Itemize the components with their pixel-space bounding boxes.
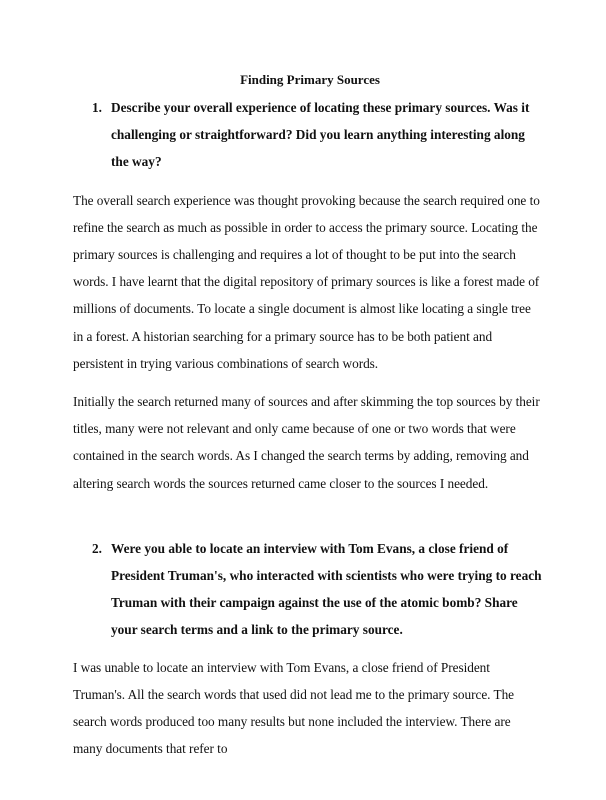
question-text: Were you able to locate an interview with Tom Evans, a close friend of President Truman's, who interacted with scientists who were trying to reach Truman with their campaign against the use of the atomic bomb? Share your search terms and a link to the primary source. xyxy=(111,540,542,638)
answer-paragraph: I was unable to locate an interview with Tom Evans, a close friend of President Truman's. All the search words that used did not lead me to the primary source. The search words produced too many results but none included the interview. There are many documents that refer to xyxy=(73,659,515,757)
question-1 xyxy=(73,94,543,176)
question-number: 1. xyxy=(92,100,102,115)
question-text: Describe your overall experience of locating these primary sources. Was it challenging or straightforward? Did you learn anything interesting along the way? xyxy=(111,100,530,170)
answer-paragraph: The overall search experience was thought provoking because the search required one to refine the search as much as possible in order to access the primary source. Locating the primary sources is challenging and requires a lot of thought to be put into the search words. I have learnt that the digital repository of primary sources is like a forest made of millions of documents. To locate a single document is almost like locating a single tree in a forest. A historian searching for a primary source has to be both patient and persistent in trying various combinations of search words. xyxy=(73,192,540,371)
question-number: 2. xyxy=(92,540,102,556)
document-title: Finding Primary Sources xyxy=(240,72,380,87)
answer-paragraph: Initially the search returned many of sources and after skimming the top sources by their titles, many were not relevant and only came because of one or two words that were contained in the search words. As I changed the search terms by adding, removing and altering search words the sources returned came closer to the sources I needed. xyxy=(73,394,540,491)
document-page xyxy=(73,66,543,762)
question-2 xyxy=(73,535,543,644)
